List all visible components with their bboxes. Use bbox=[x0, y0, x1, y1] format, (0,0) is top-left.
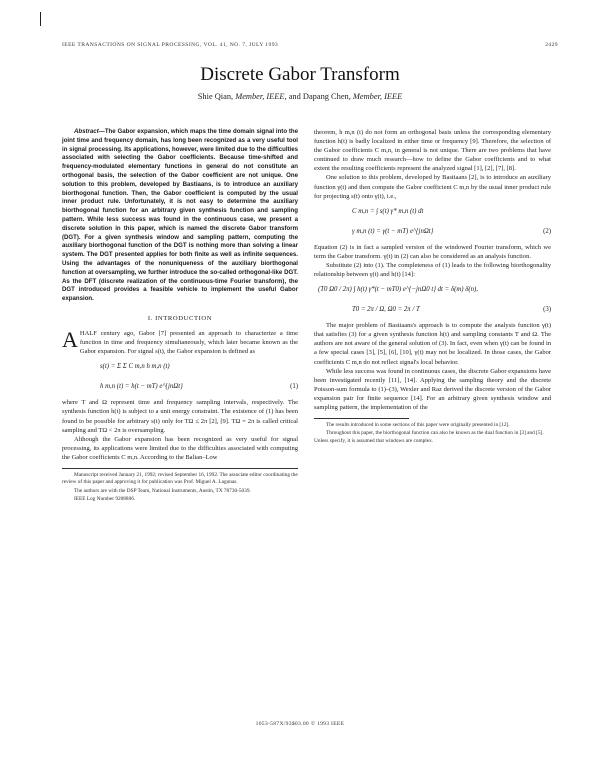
right-paragraph-3: Equation (2) is in fact a sampled version of the windowed Fourier transform, which we term the Gabor transform. γ(t) in (2) can also be considered as an analysis function. bbox=[314, 243, 551, 260]
copyright-footer: 1053-587X/93$03.00 © 1993 IEEE bbox=[255, 721, 345, 727]
intro-paragraph-1 bbox=[62, 329, 298, 356]
equation-1-number: (1) bbox=[290, 383, 298, 391]
right-paragraph-4: Substitute (2) into (1). The completeness of (1) leads to the following biorthogonality relationship between γ(t) and h(t) [14]: bbox=[314, 261, 551, 279]
abstract bbox=[62, 128, 298, 304]
equation-1a bbox=[62, 360, 298, 380]
equation-2b-body: γ m,n (t) = γ(t − mT) e^{jnΩt} bbox=[352, 227, 434, 235]
equation-3a bbox=[314, 283, 551, 303]
drop-cap: A bbox=[62, 327, 78, 353]
running-header bbox=[62, 42, 558, 54]
abstract-text: The Gabor expansion, which maps the time domain signal into the joint time and frequency domain, has long been recognized as a very useful tool in signal processing. Its applications, however, were limited due to the difficulties associated with selecting the Gabor coefficients. Because time-shifted and frequency-modulated elementary functions in general do not constitute an orthogonal basis, the selection of the Gabor coefficient are not unique. One solution to this problem, developed by Bastiaans, is to introduce an auxiliary biorthogonal function. Then, the Gabor coefficient is computed by the usual inner product rule. Unfortunately, it is not easy to determine the auxiliary biorthogonal function for an arbitrary given synthesis function and sampling pattern. While less success was found in the continuous case, we present a discrete solution in this paper, which is named the discrete Gabor transform (DGT). For a given synthesis window and sampling pattern, computing the auxiliary biorthogonal function of the DGT is nothing more than solving a linear system. The DGT presented applies for both finite as well as infinite sequences. Using the advantages of the nonuniqueness of the auxiliary biorthogonal function at oversampling, we further introduce the so-called orthogonal-like DGT. As the DFT (discrete realization of the continuous-time Fourier transform), the DGT introduced provides a feasible vehicle to implement the useful Gabor expansion. bbox=[62, 128, 299, 303]
left-column bbox=[62, 128, 298, 505]
section-heading-introduction: I. INTRODUCTION bbox=[147, 314, 213, 322]
right-footnotes bbox=[314, 422, 551, 445]
equation-3b bbox=[314, 303, 551, 317]
author-1: Shie Qian, bbox=[197, 92, 234, 101]
footnote-log-number: IEEE Log Number 9208806. bbox=[74, 496, 136, 503]
page-number: 2429 bbox=[545, 42, 558, 48]
equation-1b bbox=[62, 380, 298, 394]
equation-3-number: (3) bbox=[543, 306, 551, 314]
footnote-2: Throughout this paper, the biorthogonal function can also be known as the dual function in [3] and [5]. Unless specify, it is assumed that windows are complex. bbox=[314, 430, 544, 444]
equation-2-number: (2) bbox=[543, 227, 551, 235]
right-column bbox=[314, 128, 551, 446]
author-2-role: Member, IEEE bbox=[352, 92, 403, 101]
footnote-1: The results introduced in some sections of this paper were originally presented in [12]. bbox=[326, 422, 510, 429]
journal-header: IEEE TRANSACTIONS ON SIGNAL PROCESSING, VOL. 41, NO. 7, JULY 1993 bbox=[62, 42, 279, 48]
corner-mark bbox=[40, 12, 41, 26]
equation-2b bbox=[314, 225, 551, 239]
equation-1a-body: s(t) = Σ Σ C m,n h m,n (t) bbox=[100, 363, 170, 371]
author-1-role: Member, IEEE, bbox=[235, 92, 287, 101]
intro-p1-text: HALF century ago, Gabor [7] presented an approach to characterize a time function in time and frequency simultaneously, which later became known as the Gabor expansion. For signal s(t), the Gabor expansion is defined as bbox=[79, 330, 298, 356]
equation-2a bbox=[314, 205, 551, 225]
paper-title: Discrete Gabor Transform bbox=[200, 64, 400, 85]
author-2: and Dapang Chen, bbox=[288, 92, 351, 101]
right-paragraph-1: theorem, h m,n (t) do not form an orthogonal basis unless the corresponding elementary function h(t) is badly localized in either time or frequency [9]. Therefore, the selection of the Gabor coefficients C m,n, in general is not unique. There are two problems that have continued to draw much research—how to define the Gabor coefficients and to what extent the resulting coefficients represent the analyzed signal [1], [2], [7], [8]. bbox=[314, 129, 551, 173]
right-footnote-rule bbox=[314, 418, 409, 419]
footnote-received: Manuscript received January 21, 1992; revised September 16, 1992. The associate editor coordinating the review of this paper and approving it for publication was Prof. Miguel A. Lagunas. bbox=[62, 471, 298, 486]
right-paragraph-5: The major problem of Bastiaans's approach is to compute the analysis function γ(t) that satisfies (3) for a given synthesis function h(t) and sampling constants T and Ω. The authors are not aware of the general solution of (3). In fact, even when γ(t) can be found in a few special cases [3], [5], [6], [10], γ(t) may not be localized. In those cases, the Gabor coefficients C m,n do not reflect signal's local behavior. bbox=[314, 322, 551, 366]
equation-1b-body: h m,n (t) = h(t − mT) e^{jnΩt} bbox=[100, 383, 183, 391]
equation-3a-body: (T0 Ω0 / 2π) ∫ h(t) γ*(t − mT0) e^{−jnΩ0 t} dt = δ(m) δ(n), bbox=[318, 286, 478, 294]
intro-paragraph-3: Although the Gabor expansion has been recognized as very useful for signal processing, its applications were limited due to the difficulties associated with computing the Gabor coefficients C m,n. According to the Balian–Low bbox=[62, 435, 298, 461]
right-paragraph-2: One solution to this problem, developed by Bastiaans [2], is to introduce an auxiliary function γ(t) and then compute the Gabor coefficient C m,n by the usual inner product rule for projecting s(t) onto γ(t), i.e., bbox=[314, 174, 551, 200]
manuscript-footnote bbox=[62, 472, 298, 504]
author-line bbox=[0, 92, 600, 101]
footnote-affiliation: The authors are with the DSP Team, National Instruments, Austin, TX 78730-5039. bbox=[74, 487, 251, 494]
abstract-lead: Abstract— bbox=[74, 128, 105, 135]
footnote-rule bbox=[62, 468, 298, 469]
intro-paragraph-2: where T and Ω represent time and frequency sampling intervals, respectively. The synthesis function h(t) is subject to a unit energy constraint. The existence of (1) has been found to be possible for arbitrary s(t) only for TΩ ≤ 2π [2], [9]. TΩ = 2π is called critical sampling and TΩ < 2π is oversampling. bbox=[62, 399, 298, 434]
right-paragraph-6: While less success was found in continuous cases, the discrete Gabor expansions have been investigated recently [11], [14]. Applying the sampling theory and the discrete Poisson-sum formula to (1)–(3), Wexler and Raz derived the discrete version of the Gabor expansion pair for finite sequence [14]. For an arbitrary given synthesis window and sampling pattern, the implementation of the bbox=[314, 367, 551, 411]
equation-3b-body: T0 = 2π / Ω, Ω0 = 2π / T bbox=[352, 306, 420, 314]
equation-2a-body: C m,n = ∫ s(t) γ* m,n (t) dt bbox=[352, 207, 424, 215]
